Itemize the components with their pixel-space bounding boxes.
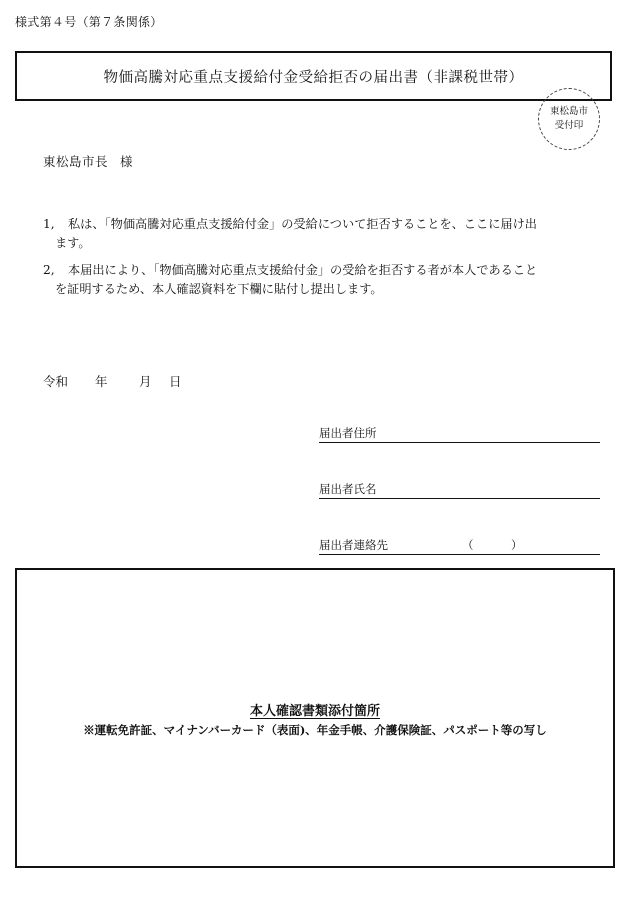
attachment-title: 本人確認書類添付箇所 bbox=[249, 704, 380, 719]
addressee-honorific: 様 bbox=[120, 154, 134, 169]
date-row bbox=[43, 372, 182, 390]
reception-stamp bbox=[538, 88, 600, 150]
clause-1 bbox=[43, 215, 593, 253]
address-label: 届出者住所 bbox=[319, 426, 377, 440]
clause-1-line-1: 私は、「物価高騰対応重点支援給付金」の受給について拒否することを、ここに届け出 bbox=[68, 217, 537, 231]
id-attachment-area bbox=[15, 568, 615, 868]
attachment-note: ※運転免許証、マイナンバーカード（表面)、年金手帳、介護保険証、パスポート等の写し bbox=[83, 723, 547, 737]
name-field[interactable] bbox=[319, 480, 600, 499]
stamp-line-2: 受付印 bbox=[554, 120, 584, 131]
name-label: 届出者氏名 bbox=[319, 482, 377, 496]
stamp-line-1: 東松島市 bbox=[549, 106, 588, 117]
contact-paren-open: （ bbox=[462, 538, 474, 552]
clause-2-number: 2, bbox=[43, 263, 55, 277]
date-era: 令和 bbox=[43, 374, 69, 389]
contact-field[interactable] bbox=[319, 536, 600, 555]
title-box bbox=[15, 51, 612, 101]
date-month: 月 bbox=[139, 374, 152, 389]
date-day: 日 bbox=[169, 374, 182, 389]
form-number: 様式第４号（第７条関係） bbox=[15, 15, 163, 29]
clause-1-number: 1, bbox=[43, 217, 55, 231]
clause-1-line-2: ます。 bbox=[55, 236, 91, 250]
clause-2-line-2: を証明するため、本人確認資料を下欄に貼付し提出します。 bbox=[55, 282, 383, 296]
date-year: 年 bbox=[95, 374, 108, 389]
contact-paren-close: ） bbox=[511, 538, 523, 552]
contact-label: 届出者連絡先 bbox=[319, 538, 388, 552]
address-field[interactable] bbox=[319, 424, 600, 443]
addressee bbox=[43, 152, 133, 170]
attachment-title-wrap bbox=[17, 700, 613, 719]
clause-2 bbox=[43, 261, 593, 299]
clause-2-line-1: 本届出により、「物価高騰対応重点支援給付金」の受給を拒否する者が本人であること bbox=[68, 263, 538, 277]
document-title: 物価高騰対応重点支援給付金受給拒否の届出書（非課税世帯） bbox=[103, 69, 524, 86]
addressee-name: 東松島市長 bbox=[43, 154, 109, 169]
